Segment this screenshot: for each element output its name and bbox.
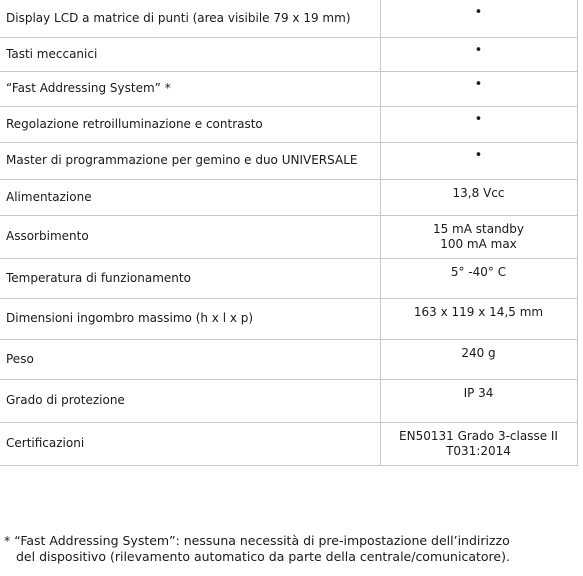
spec-value-line: 13,8 Vcc — [452, 185, 505, 200]
spec-label: Grado di protezione — [0, 379, 380, 422]
spec-value-line: 15 mA standby — [432, 221, 525, 236]
footnote-line-1: * “Fast Addressing System”: nessuna necessità di pre-impostazione dell’indirizzo — [4, 533, 510, 548]
spec-label: Peso — [0, 339, 380, 379]
spec-value-line: • — [474, 76, 483, 92]
spec-label: “Fast Addressing System” * — [0, 71, 380, 106]
footnote-line-2: del dispositivo (rilevamento automatico da parte della centrale/comunicatore). — [16, 549, 510, 564]
spec-value-line: 240 g — [461, 345, 496, 360]
spec-value-bullet — [380, 37, 577, 71]
spec-row — [0, 422, 577, 465]
spec-row — [0, 298, 577, 339]
spec-label: Alimentazione — [0, 179, 380, 215]
spec-row — [0, 37, 577, 71]
spec-value-line: EN50131 Grado 3-classe II — [399, 428, 558, 443]
spec-value-line: • — [474, 5, 483, 20]
spec-row — [0, 339, 577, 379]
spec-value — [380, 379, 577, 422]
spec-row — [0, 0, 577, 37]
spec-value-line: • — [474, 42, 483, 58]
spec-label: Master di programmazione per gemino e duo UNIVERSALE — [0, 142, 380, 179]
spec-value-line: 5° -40° C — [450, 264, 507, 279]
spec-label: Regolazione retroilluminazione e contrasto — [0, 106, 380, 142]
spec-value-bullet — [380, 142, 577, 179]
spec-row — [0, 106, 577, 142]
spec-value-line: 163 x 119 x 14,5 mm — [413, 304, 544, 319]
spec-value — [380, 215, 577, 258]
spec-value — [380, 179, 577, 215]
spec-row — [0, 71, 577, 106]
spec-value-bullet — [380, 0, 577, 37]
spec-value-line: • — [474, 147, 483, 163]
spec-value-line: 100 mA max — [440, 236, 517, 251]
spec-value-bullet — [380, 106, 577, 142]
footnote — [4, 533, 580, 565]
spec-row — [0, 258, 577, 298]
spec-label: Assorbimento — [0, 215, 380, 258]
spec-value-line: T031:2014 — [446, 443, 511, 458]
spec-row — [0, 215, 577, 258]
spec-label: Tasti meccanici — [0, 37, 380, 71]
spec-row — [0, 142, 577, 179]
spec-row — [0, 179, 577, 215]
spec-value — [380, 422, 577, 465]
spec-value-line: • — [474, 111, 483, 127]
spec-value — [380, 339, 577, 379]
spec-value-bullet — [380, 71, 577, 106]
spec-row — [0, 379, 577, 422]
spec-label: Dimensioni ingombro massimo (h x l x p) — [0, 298, 380, 339]
spec-label: Temperatura di funzionamento — [0, 258, 380, 298]
spec-value — [380, 258, 577, 298]
spec-value-line: IP 34 — [463, 385, 494, 400]
spec-value — [380, 298, 577, 339]
spec-label: Certificazioni — [0, 422, 380, 465]
spec-label: Display LCD a matrice di punti (area visibile 79 x 19 mm) — [0, 0, 380, 37]
